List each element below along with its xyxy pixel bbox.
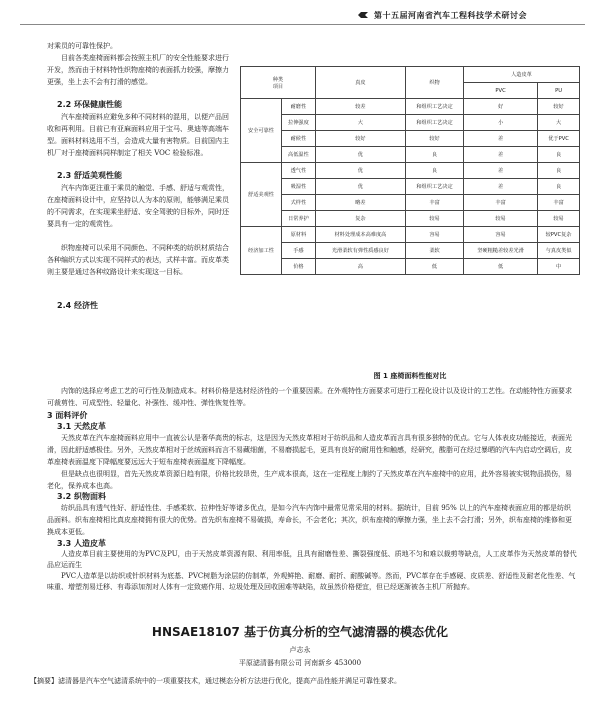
section-heading: 3.3 人造皮革 bbox=[57, 539, 106, 548]
table-row bbox=[241, 179, 580, 195]
paragraph: 但是缺点也很明显，首先天然皮革资源日趋有限，价格比较昂贵，生产成本很高，这在一定程度上制约了天然皮革在汽车座椅中的应用，此外容易被实锐物品损伤，易老化，保养成本也高。 bbox=[47, 470, 572, 490]
table-cell: 容易 bbox=[406, 227, 464, 243]
table-cell: 丰富 bbox=[538, 195, 580, 211]
table-cell: 手感 bbox=[282, 243, 316, 259]
table-cell: 优 bbox=[315, 163, 405, 179]
table-cell: 好 bbox=[464, 99, 538, 115]
table-cell: 良 bbox=[538, 147, 580, 163]
table-row bbox=[241, 99, 580, 115]
table-cell: 大 bbox=[538, 115, 580, 131]
group-label: 经济加工性 bbox=[241, 227, 282, 275]
table-cell: 较易 bbox=[464, 211, 538, 227]
table-row bbox=[241, 259, 580, 275]
table-caption: 图 1 座椅面料性能对比 bbox=[373, 372, 447, 380]
section-heading: 3.2 织物面料 bbox=[57, 492, 106, 501]
table-row bbox=[241, 227, 580, 243]
table-cell: 差 bbox=[464, 131, 538, 147]
table-row bbox=[241, 163, 580, 179]
group-label: 舒适美观性 bbox=[241, 163, 282, 227]
table-cell: 与真皮类似 bbox=[538, 243, 580, 259]
section-heading: 3 面料评价 bbox=[47, 411, 88, 420]
paragraph: 对乘员的可靠性保护。 bbox=[47, 42, 117, 50]
table-cell: 耐磨性 bbox=[282, 99, 316, 115]
table-row bbox=[241, 211, 580, 227]
journal-name: 第十五届河南省汽车工程科技学术研讨会 bbox=[374, 10, 527, 20]
next-article-author: 卢志永 bbox=[289, 646, 311, 654]
paragraph: PVC人造革是以纺织或针织材料为底基、PVC树脂为涂层的仿制革，外观鲜艳、耐磨、耐折、耐酸碱等。然而，PVC革存在手感硬、皮质差、舒适性及耐老化性差、气味重、增塑剂易迁移、有毒添加剂对人体有一定致癌作用、垃圾处理及回收困难等缺陷，故虽然价格便宜，但已经逐渐被各主机厂所抛弃。 bbox=[47, 572, 576, 591]
paragraph: 汽车内饰更注重于乘员的触觉、手感、舒适与观赏性，在座椅面料设计中，应坚持以人为本的原则，能够满足乘员的不同需求，在实现乘坐舒适、安全驾驶的目标外，同时还要具有一定的观赏性。 bbox=[47, 184, 229, 228]
table-cell: 和组织工艺决定 bbox=[406, 179, 464, 195]
table-cell: 透气性 bbox=[282, 163, 316, 179]
section-heading: 2.4 经济性 bbox=[57, 301, 98, 310]
table-cell: 差 bbox=[464, 179, 538, 195]
table-cell: 优 bbox=[315, 147, 405, 163]
subcol-header: PU bbox=[538, 83, 580, 99]
table-cell: 较好 bbox=[315, 131, 405, 147]
table-row bbox=[241, 195, 580, 211]
table-cell: 低 bbox=[464, 259, 538, 275]
table-cell: 坚硬粗糙差较差光滑 bbox=[464, 243, 538, 259]
subcol-header: PVC bbox=[464, 83, 538, 99]
table-cell: 良 bbox=[538, 179, 580, 195]
paragraph: 人造皮革目前主要使用的为PVC及PU，由于天然皮革资源有限、利用率低，且具有耐磨性差、撕裂强度低、质地不匀和难以裁剪等缺点，人工皮革作为天然皮革的替代品应运而生 bbox=[47, 550, 577, 569]
col-header: 织物 bbox=[406, 67, 464, 99]
table-cell: 材料处理成本高难度高 bbox=[315, 227, 405, 243]
table-cell: 中 bbox=[538, 259, 580, 275]
table-cell: 高低温性 bbox=[282, 147, 316, 163]
section-heading: 3.1 天然皮革 bbox=[57, 422, 106, 431]
section-heading: 2.2 环保健康性能 bbox=[57, 100, 122, 109]
table-cell: 较PVC复杂 bbox=[538, 227, 580, 243]
col-header: 真皮 bbox=[315, 67, 405, 99]
table-cell: 优 bbox=[315, 179, 405, 195]
table-cell: 较易 bbox=[538, 211, 580, 227]
journal-header bbox=[300, 10, 585, 20]
table-cell: 大 bbox=[315, 115, 405, 131]
table-cell: 容易 bbox=[464, 227, 538, 243]
table-cell: 丰富 bbox=[464, 195, 538, 211]
next-article-abstract: 【摘要】滤清器是汽车空气滤清系统中的一项重要技术，通过模态分析方法进行优化，提高产品性能并满足可靠性要求。 bbox=[30, 677, 401, 685]
table-cell: 光滑柔软有弹性质感良好 bbox=[315, 243, 405, 259]
next-article-title: HNSAE18107 基于仿真分析的空气滤清器的模态优化 bbox=[151, 625, 449, 639]
table-cell: 较易 bbox=[406, 211, 464, 227]
table-cell: 丰富 bbox=[406, 195, 464, 211]
header-divider bbox=[20, 24, 585, 25]
table-cell: 日常养护 bbox=[282, 211, 316, 227]
table-cell: 复杂 bbox=[315, 211, 405, 227]
table-cell: 差 bbox=[464, 163, 538, 179]
table-corner-header: 种类 项目 bbox=[241, 67, 316, 99]
table-cell: 略差 bbox=[315, 195, 405, 211]
paragraph: 天然皮革在汽车座椅面料应用中一直被公认是奢华高贵的标志，这是因为天然皮革相对于纺织品和人造皮革而言具有很多独特的优点。它与人体表皮功能接近，表面光滑，因此舒适感极佳。另外，天然皮革相对于丝绒面料而言不易藏细菌，不易磨损起毛，更具有良好的耐用性和触感，经研究，酸脂可在经过暴晒的汽车内启动空调后，皮革座椅表面温度下降幅度要远远大于短布座椅表面温度下降幅度。 bbox=[47, 434, 572, 466]
table-cell: 吸湿性 bbox=[282, 179, 316, 195]
fabric-comparison-table bbox=[240, 66, 580, 275]
section-heading: 2.3 舒适美观性能 bbox=[57, 171, 122, 180]
table-cell: 价格 bbox=[282, 259, 316, 275]
table-cell: 良 bbox=[406, 147, 464, 163]
table-cell: 耐候性 bbox=[282, 131, 316, 147]
table-row bbox=[241, 115, 580, 131]
paragraph: 汽车座椅面料应避免多种不同材料的混用，以便产品回收和再利用。目前已有亚麻面料应用于宝马、奥迪等高端车型。面料材料选用不当，会造成大量有害物质。目前国内主机厂对于座椅面料同样制定了相关 VOC 检验标准。 bbox=[47, 113, 229, 157]
paragraph: 目前各类座椅面料都会按照主机厂的安全性能要求进行开发，然而由于材料特性织物座椅的表面抓力较强，摩擦力更强，坐上去不会有打滑的感觉。 bbox=[47, 54, 229, 86]
table-cell: 高 bbox=[315, 259, 405, 275]
paragraph: 内饰的选择应考虑工艺的可行性及制造成本。材料价格是选材经济性的一个重要因素。在外观特性方面要求可进行工程化设计以及设计的工艺性。在动能特性方面要求可裁剪性、可成型性、轻量化、补强性、缓冲性、弹性恢复性等。 bbox=[47, 387, 572, 407]
col-header: 人造皮革 bbox=[464, 67, 580, 83]
table-row bbox=[241, 147, 580, 163]
table-cell: 柔软 bbox=[406, 243, 464, 259]
table-cell: 小 bbox=[464, 115, 538, 131]
table-cell: 较好 bbox=[406, 131, 464, 147]
table-cell: 和组织工艺决定 bbox=[406, 99, 464, 115]
table-cell: 较好 bbox=[538, 99, 580, 115]
table-row bbox=[241, 243, 580, 259]
journal-logo-icon bbox=[358, 12, 368, 18]
table-cell: 式样性 bbox=[282, 195, 316, 211]
next-article-affiliation: 平原滤清器有限公司 河南新乡 453000 bbox=[238, 659, 362, 667]
table-cell: 和组织工艺决定 bbox=[406, 115, 464, 131]
table-cell: 良 bbox=[538, 163, 580, 179]
table-cell: 较差 bbox=[315, 99, 405, 115]
table-cell: 拉伸强度 bbox=[282, 115, 316, 131]
table-row bbox=[241, 131, 580, 147]
paragraph: 纺织品具有透气性好、舒适性佳、手感柔软、拉伸性好等诸多优点，是如今汽车内饰中最常见常采用的材料。据统计，目前 95% 以上的汽车座椅表面应用的都是纺织品面料。织布座椅相比真皮座椅拥有很大的优势。首先织布座椅不易破损，寿命长，不会老化；其次，织布座椅的摩擦力强，坐上去不会打滑；另外，织布座椅的维修和更换成本更低。 bbox=[47, 504, 572, 536]
table-cell: 低 bbox=[406, 259, 464, 275]
table-cell: 差 bbox=[464, 147, 538, 163]
table-cell: 优于PVC bbox=[538, 131, 580, 147]
table-cell: 良 bbox=[406, 163, 464, 179]
group-label: 安全可靠性 bbox=[241, 99, 282, 163]
paragraph: 织物座椅可以采用不同颜色、不同种类的纺织材质结合各种编织方式以实现不同样式的表达，式样丰富。而皮革类则主要是通过各种纹路设计来实现这一目标。 bbox=[47, 244, 229, 276]
table-cell: 原材料 bbox=[282, 227, 316, 243]
